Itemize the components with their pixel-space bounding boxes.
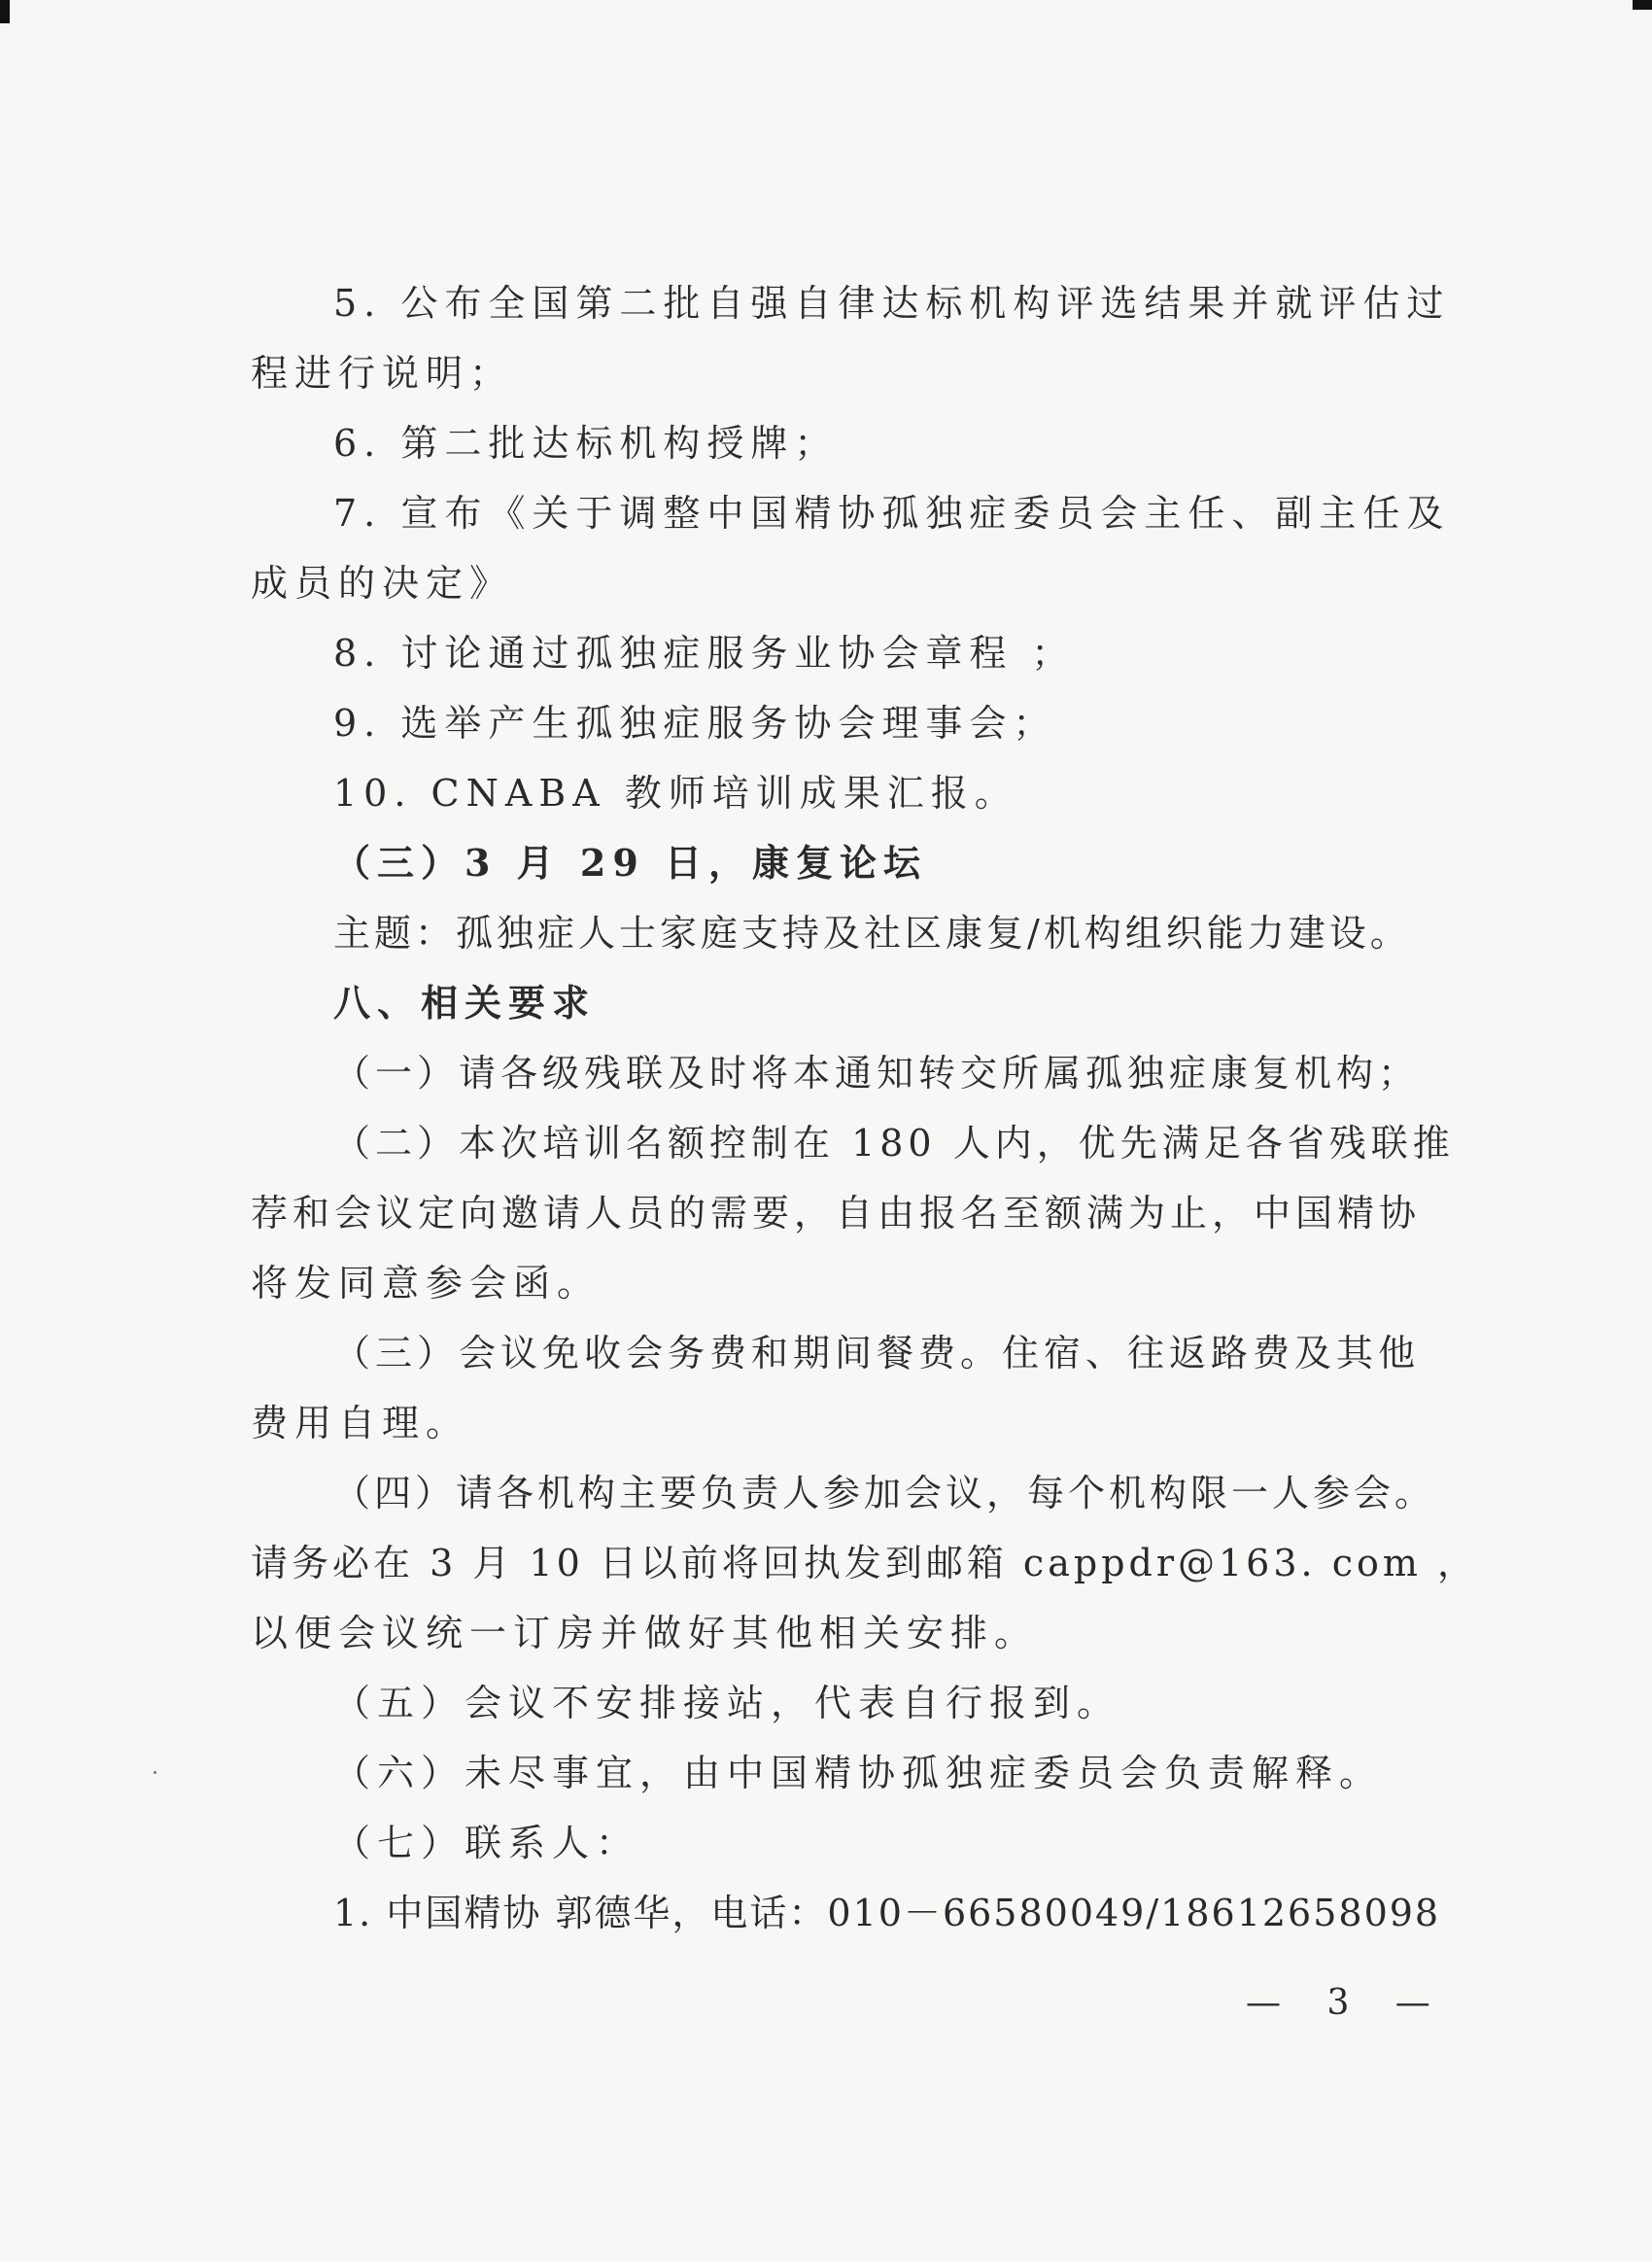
body-line-6: 8. 讨论通过孤独症服务业协会章程 ； <box>333 632 1076 675</box>
scan-speck <box>154 1771 156 1774</box>
body-line-8: 10. CNABA 教师培训成果汇报。 <box>333 772 1018 815</box>
scan-corner-mark-right <box>1633 0 1652 10</box>
section-heading-requirements: 八、相关要求 <box>333 981 597 1025</box>
body-line-3: 6. 第二批达标机构授牌； <box>333 422 839 465</box>
body-line-16: （三）会议免收会务费和期间餐费。住宿、往返路费及其他 <box>333 1332 1421 1374</box>
body-line-12: （一）请各级残联及时将本通知转交所属孤独症康复机构； <box>333 1052 1421 1095</box>
body-line-2: 程进行说明； <box>251 352 514 395</box>
body-line-23: （七）联系人： <box>333 1822 640 1864</box>
body-line-24-contact: 1. 中国精协 郭德华，电话：010－66580049/18612658098 <box>333 1892 1441 1934</box>
body-line-4: 7. 宣布《关于调整中国精协孤独症委员会主任、副主任及 <box>333 492 1451 535</box>
body-line-15: 将发同意参会函。 <box>251 1262 602 1304</box>
body-line-14: 荐和会议定向邀请人员的需要，自由报名至额满为止，中国精协 <box>251 1192 1422 1235</box>
body-line-17: 费用自理。 <box>251 1402 470 1444</box>
body-line-5: 成员的决定》 <box>251 562 514 605</box>
body-line-22: （六）未尽事宜，由中国精协孤独症委员会负责解释。 <box>333 1752 1384 1794</box>
body-line-19-email: 请务必在 3 月 10 日以前将回执发到邮箱 cappdr@163. com ， <box>251 1542 1478 1584</box>
body-line-18: （四）请各机构主要负责人参加会议，每个机构限一人参会。 <box>333 1472 1436 1514</box>
body-line-7: 9. 选举产生孤独症服务协会理事会； <box>333 702 1057 745</box>
body-line-20: 以便会议统一订房并做好其他相关安排。 <box>251 1612 1039 1654</box>
page-number: — 3 — <box>1246 1983 1448 2023</box>
section-heading-rehab-forum: （三）3 月 29 日，康复论坛 <box>333 841 928 885</box>
body-line-21: （五）会议不安排接站，代表自行报到。 <box>333 1682 1121 1724</box>
body-line-10: 主题：孤独症人士家庭支持及社区康复/机构组织能力建设。 <box>333 912 1411 955</box>
scan-corner-mark-left <box>0 0 10 23</box>
body-line-1: 5. 公布全国第二批自强自律达标机构评选结果并就评估过 <box>333 282 1451 325</box>
body-line-13: （二）本次培训名额控制在 180 人内，优先满足各省残联推 <box>333 1122 1455 1165</box>
